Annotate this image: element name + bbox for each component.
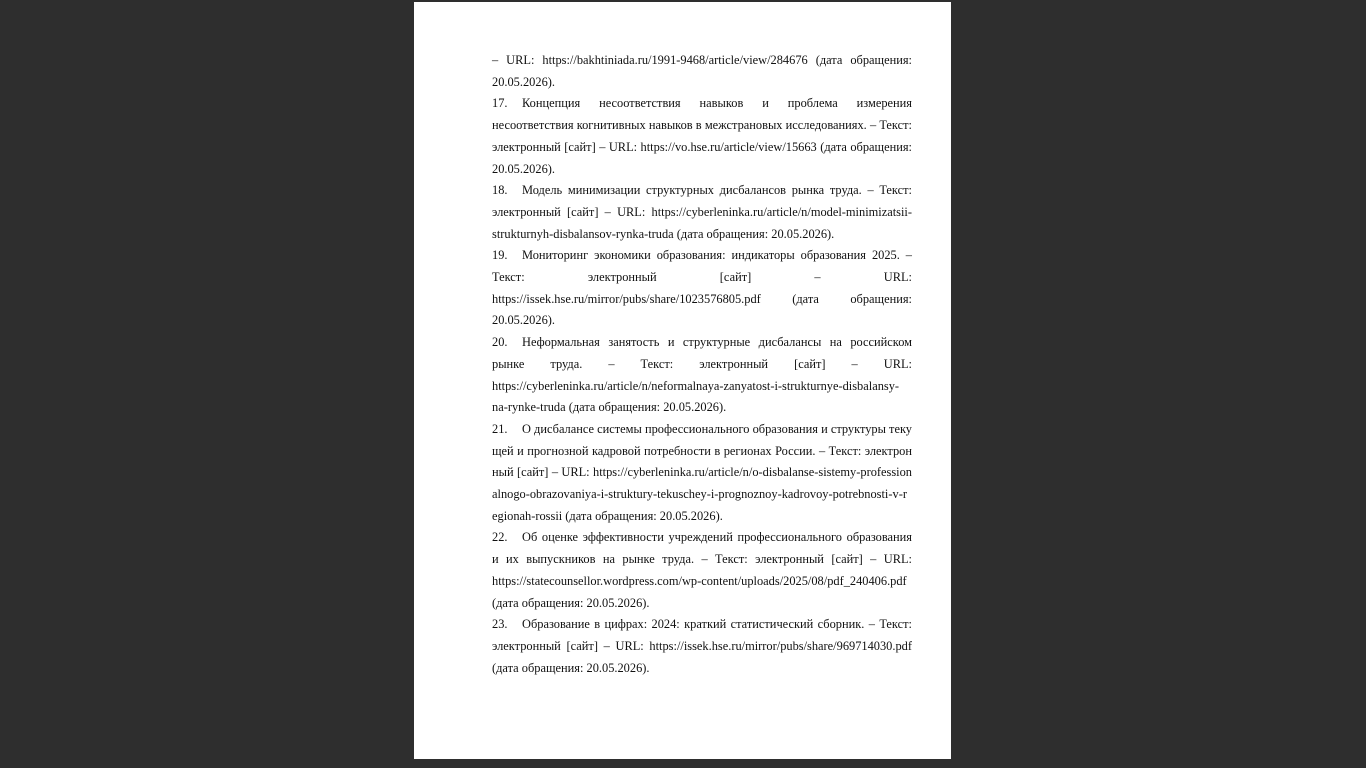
reference-text: Модель минимизации структурных дисбалансов рынка труда. – Текст: электронный [сайт] – URL: https://cyberleninka.ru/article/n/model-minimizatsii-strukturnyh-disbalansov-rynka-truda (дата обращения: 20.05.2026). xyxy=(492,183,912,241)
reference-item-23 xyxy=(492,614,912,679)
reference-text: О дисбалансе системы профессионального образования и структуры текущей и прогнозной кадровой потребности в регионах России. – Текст: электронный [сайт] – URL: https://cyberleninka.ru/article/n/o-disbalanse-sistemy-professionalnogo-obrazovaniya-i-struktury-tekuschey-i-prognoznoy-kadrovoy-potrebnosti-v-regionah-rossii (дата обращения: 20.05.2026). xyxy=(492,421,912,523)
reference-number: 22. xyxy=(492,530,508,545)
reference-item-19 xyxy=(492,245,912,332)
reference-number: 19. xyxy=(492,248,508,263)
reference-continuation: – URL: https://bakhtiniada.ru/1991-9468/article/view/284676 (дата обращения: 20.05.2026). xyxy=(492,53,912,89)
reference-item-20 xyxy=(492,332,912,419)
reference-item-22 xyxy=(492,527,912,614)
reference-text: Мониторинг экономики образования: индикаторы образования 2025. – Текст: электронный [сайт] – URL: https://issek.hse.ru/mirror/pubs/share/1023576805.pdf (дата обращения: 20.05.2026). xyxy=(492,248,912,328)
reference-text: Концепция несоответствия навыков и проблема измерения несоответствия когнитивных навыков в межстрановых исследованиях. – Текст: электронный [сайт] – URL: https://vo.hse.ru/article/view/15663 (дата обращения: 20.05.2026). xyxy=(492,96,912,176)
reference-number: 23. xyxy=(492,617,508,632)
reference-text: Образование в цифрах: 2024: краткий статистический сборник. – Текст: электронный [сайт] – URL: https://issek.hse.ru/mirror/pubs/share/969714030.pdf (дата обращения: 20.05.2026). xyxy=(492,617,912,675)
reference-number: 17. xyxy=(492,96,508,111)
reference-text: Неформальная занятость и структурные дисбалансы на российском рынке труда. – Текст: электронный [сайт] – URL: https://cyberleninka.ru/article/n/neformalnaya-zanyatost-i-strukturnye-disbalansy-na-rynke-truda (дата обращения: 20.05.2026). xyxy=(492,335,912,415)
reference-item-21 xyxy=(492,419,912,528)
document-page xyxy=(414,2,951,759)
reference-number: 20. xyxy=(492,335,508,350)
reference-item-18 xyxy=(492,180,912,245)
reference-number: 21. xyxy=(492,421,508,436)
reference-number: 18. xyxy=(492,183,508,198)
reference-list xyxy=(492,50,912,679)
reference-item-17 xyxy=(492,93,912,180)
reference-text: Об оценке эффективности учреждений профессионального образования и их выпускников на рынке труда. – Текст: электронный [сайт] – URL: https://statecounsellor.wordpress.com/wp-content/uploads/2025/08/pdf_240406.pdf (дата обращения: 20.05.2026). xyxy=(492,530,912,610)
